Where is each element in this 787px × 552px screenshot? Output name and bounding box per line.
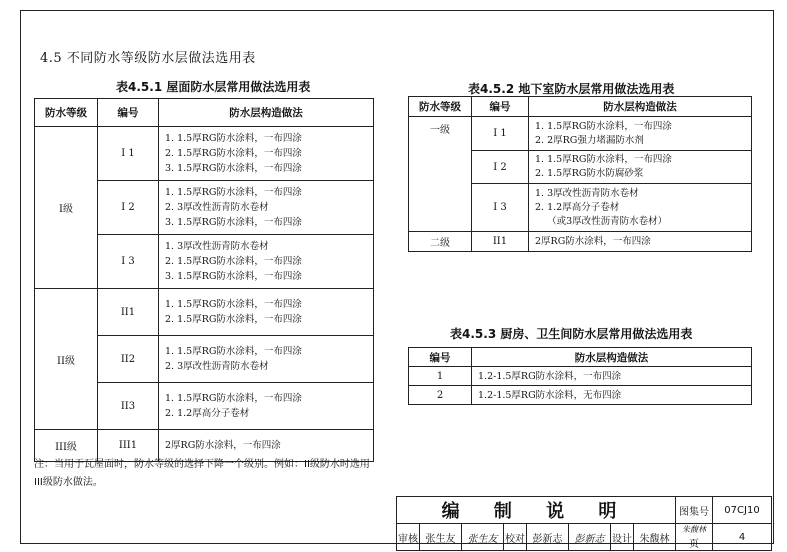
designer-signature: 朱馥林 xyxy=(682,525,706,534)
table2-method-cell xyxy=(529,117,752,151)
reviewer-name: 张生友 xyxy=(420,524,462,551)
table1-method-cell xyxy=(159,336,374,383)
reviewer-signature: 张生友 xyxy=(462,524,504,551)
table1-level-cell: II级 xyxy=(35,289,98,430)
method-line: 2. 1.5厚RG防水涂料，一布四涂 xyxy=(165,314,302,325)
table1-header-method: 防水层构造做法 xyxy=(159,99,374,127)
footnote: 注：当用于瓦屋面时，防水等级的选择下降一个级别。例如：II级防水时选用III级防水做法。 xyxy=(34,459,370,488)
table2-header-code: 编号 xyxy=(472,97,529,117)
table1-header-level: 防水等级 xyxy=(35,99,98,127)
method-line: 1. 1.5厚RG防水涂料，一布四涂 xyxy=(165,299,302,310)
method-line: 1. 3厚改性沥青防水卷材 xyxy=(535,187,639,199)
table3-title: 表4.5.3 厨房、卫生间防水层常用做法选用表 xyxy=(450,327,693,341)
table2-title: 表4.5.2 地下室防水层常用做法选用表 xyxy=(468,82,675,96)
table1-method-cell xyxy=(159,383,374,430)
table1-method-cell xyxy=(159,181,374,235)
drawing-title: 编 制 说 明 xyxy=(397,497,676,524)
method-line: 1. 1.5厚RG防水涂料，一布四涂 xyxy=(165,187,302,198)
roof-waterproof-table xyxy=(34,98,374,462)
method-line: 2. 1.2厚高分子卷材 xyxy=(165,408,250,419)
table3-header-method: 防水层构造做法 xyxy=(472,348,752,367)
atlas-number: 07CJ10 xyxy=(713,497,772,524)
table1-code-cell: I 1 xyxy=(98,127,159,181)
table3-method-cell: 1.2-1.5厚RG防水涂料，一布四涂 xyxy=(472,367,752,386)
designer-name: 朱馥林 xyxy=(634,524,676,551)
method-line: 3. 1.5厚RG防水涂料，一布四涂 xyxy=(165,163,302,174)
page-label xyxy=(676,524,713,551)
table1-code-cell: II2 xyxy=(98,336,159,383)
method-line: 1. 1.5厚RG防水涂料，一布四涂 xyxy=(535,154,672,165)
table1-header-code: 编号 xyxy=(98,99,159,127)
table3-method-cell: 1.2-1.5厚RG防水涂料，无布四涂 xyxy=(472,386,752,405)
table2-level-cell: 二级 xyxy=(409,232,472,252)
method-line: 1. 1.5厚RG防水涂料，一布四涂 xyxy=(165,393,302,404)
method-line: 2. 1.2厚高分子卷材 xyxy=(535,201,620,213)
title-block xyxy=(396,496,772,551)
method-line: 1. 3厚改性沥青防水卷材 xyxy=(165,241,269,252)
table2-code-cell: I 2 xyxy=(472,151,529,184)
table3-code-cell: 2 xyxy=(409,386,472,405)
method-line: 2. 3厚改性沥青防水卷材 xyxy=(165,361,269,372)
table2-header-level: 防水等级 xyxy=(409,97,472,117)
table2-level-cell: 一级 xyxy=(409,117,472,232)
table2-code-cell: I 1 xyxy=(472,117,529,151)
method-line: 2. 2厚RG强力堵漏防水剂 xyxy=(535,134,644,146)
method-line: 1. 1.5厚RG防水涂料，一布四涂 xyxy=(165,133,302,144)
table1-code-cell: II1 xyxy=(98,289,159,336)
table1-method-cell xyxy=(159,289,374,336)
method-line: 2. 1.5厚RG防水涂料，一布四涂 xyxy=(165,148,302,159)
table1-code-cell: II3 xyxy=(98,383,159,430)
table3-header-code: 编号 xyxy=(409,348,472,367)
method-line: 2. 3厚改性沥青防水卷材 xyxy=(165,202,269,213)
checker-name: 彭新志 xyxy=(527,524,569,551)
table2-header-method: 防水层构造做法 xyxy=(529,97,752,117)
section-heading: 4.5 不同防水等级防水层做法选用表 xyxy=(40,51,256,66)
design-label: 设计 xyxy=(611,524,634,551)
method-line: 1. 1.5厚RG防水涂料，一布四涂 xyxy=(535,120,672,132)
checker-signature: 彭新志 xyxy=(569,524,611,551)
table3-code-cell: 1 xyxy=(409,367,472,386)
method-line: 2厚RG防水涂料，一布四涂 xyxy=(165,440,281,451)
atlas-label: 图集号 xyxy=(676,497,713,524)
table1-method-cell xyxy=(159,127,374,181)
kitchen-bath-waterproof-table xyxy=(408,347,752,405)
method-line: 2厚RG防水涂料，一布四涂 xyxy=(535,236,651,247)
table1-level-cell: III级 xyxy=(35,430,98,462)
table1-method-cell xyxy=(159,235,374,289)
table1-level-cell: I级 xyxy=(35,127,98,289)
table2-method-cell xyxy=(529,184,752,232)
table1-code-cell: I 2 xyxy=(98,181,159,235)
page-label-text: 页 xyxy=(689,539,699,550)
table2-method-cell xyxy=(529,232,752,252)
method-line: （或3厚改性沥青防水卷材） xyxy=(535,215,668,227)
method-line: 2. 1.5厚RG防水涂料，一布四涂 xyxy=(165,256,302,267)
method-line: 3. 1.5厚RG防水涂料，一布四涂 xyxy=(165,217,302,228)
review-label: 审核 xyxy=(397,524,420,551)
table2-code-cell: I 3 xyxy=(472,184,529,232)
table2-code-cell: II1 xyxy=(472,232,529,252)
check-label: 校对 xyxy=(504,524,527,551)
table1-title: 表4.5.1 屋面防水层常用做法选用表 xyxy=(116,80,311,94)
basement-waterproof-table xyxy=(408,96,752,252)
page-number: 4 xyxy=(713,524,772,551)
table1-code-cell: I 3 xyxy=(98,235,159,289)
table1-code-cell: III1 xyxy=(98,430,159,462)
method-line: 2. 1.5厚RG防水防腐砂浆 xyxy=(535,168,644,179)
method-line: 3. 1.5厚RG防水涂料，一布四涂 xyxy=(165,271,302,282)
method-line: 1. 1.5厚RG防水涂料，一布四涂 xyxy=(165,346,302,357)
table2-method-cell xyxy=(529,151,752,184)
